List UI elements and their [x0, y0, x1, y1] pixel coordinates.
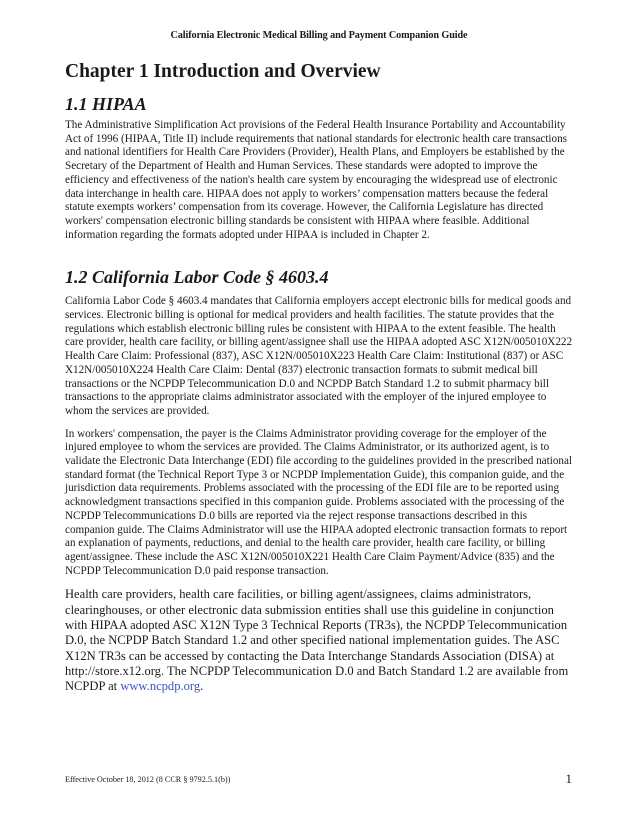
implementation-guides-text: Health care providers, health care facilities, or billing agent/assignees, claims administrators, clearinghouses, or other electronic data submission entities shall use this guideline in conjunction with HIPAA adopted ASC X12N Type 3 Technical Reports (TR3s), the NCPDP Telecommunication D.0, the NCPDP Batch Standard 1.2 and other specified national implementation guides. The ASC X12N TR3s can be accessed by contacting the Data Interchange Standards Association (DISA) at http://store.x12.org. The NCPDP Telecommunication D.0 and Batch Standard 1.2 are available from NCPDP at [65, 587, 569, 694]
hipaa-paragraph: The Administrative Simplification Act provisions of the Federal Health Insurance Portability and Accountability Act of 1996 (HIPAA, Title II) include requirements that national standards for electronic health care transactions and national identifiers for Health Care Providers (Provider), Health Plans, and Employers be established by the Secretary of the Department of Health and Human Services. These standards were adopted to improve the efficiency and effectiveness of the nation's health care system by encouraging the widespread use of electronic data interchange in health care. HIPAA does not apply to workers’ compensation matters because the federal statute exempts workers’ compensation from its coverage. However, the California Legislature has directed workers' compensation electronic billing standards be consistent with HIPAA where feasible. Additional information regarding the formats adopted under HIPAA is included in Chapter 2. [65, 119, 568, 241]
page-number: 1 [565, 771, 572, 786]
page-content [65, 60, 575, 694]
paragraph-end: . [200, 679, 204, 694]
section-heading-labor-code: 1.2 California Labor Code § 4603.4 [65, 267, 329, 288]
implementation-guides-paragraph [65, 587, 575, 694]
ncpdp-link[interactable]: www.ncpdp.org [120, 679, 201, 694]
section-heading-hipaa: 1.1 HIPAA [65, 94, 147, 114]
footer-effective-date: Effective October 18, 2012 (8 CCR § 9792.5.1(b)) [65, 775, 231, 784]
labor-code-paragraph: California Labor Code § 4603.4 mandates that California employers accept electronic bills for medical goods and services. Electronic billing is optional for medical providers and health facilities. The statute provides that the regulations which establish electronic billing rules be consistent with HIPAA to the extent feasible. The health care provider, health care facility, or billing agent/assignee shall use the HIPAA adopted ASC X12N/005010X222 Health Care Claim: Professional (837), ASC X12N/005010X223 Health Care Claim: Institutional (837) or ASC X12N/005010X224 Health Care Claim: Dental (837) electronic transaction formats to submit medical bill transactions or the NCPDP Telecommunication D.0 and NCPDP Batch Standard 1.2 to submit pharmacy bill transactions to the appropriate claims administrator associated with the employer of the injured employee to whom the services are provided. [65, 295, 573, 417]
claims-administrator-paragraph: In workers' compensation, the payer is the Claims Administrator providing coverage for the employer of the injured employee to whom the services are provided. The Claims Administrator, or its authorized agent, is to validate the Electronic Data Interchange (EDI) file according to the guidelines provided in the prescribed national standard format (the Technical Report Type 3 or NCPDP Implementation Guide), this companion guide, and the jurisdiction data requirements. Problems associated with the processing of the EDI file are to be reported using acknowledgment transactions specified in this companion guide. Problems associated with the processing of the NCPDP Telecommunications D.0 bills are reported via the reject response transactions described in this companion guide. The Claims Administrator will use the HIPAA adopted electronic transaction formats to report an explanation of payments, reductions, and denial to the health care provider, health care facility, or billing agent/assignee. These include the ASC X12N/005010X221 Health Care Claim Payment/Advice (835) and the NCPDP Telecommunication D.0 paid response transaction. [65, 427, 573, 577]
running-header: California Electronic Medical Billing and Payment Companion Guide [170, 30, 468, 41]
chapter-title: Chapter 1 Introduction and Overview [65, 61, 381, 82]
